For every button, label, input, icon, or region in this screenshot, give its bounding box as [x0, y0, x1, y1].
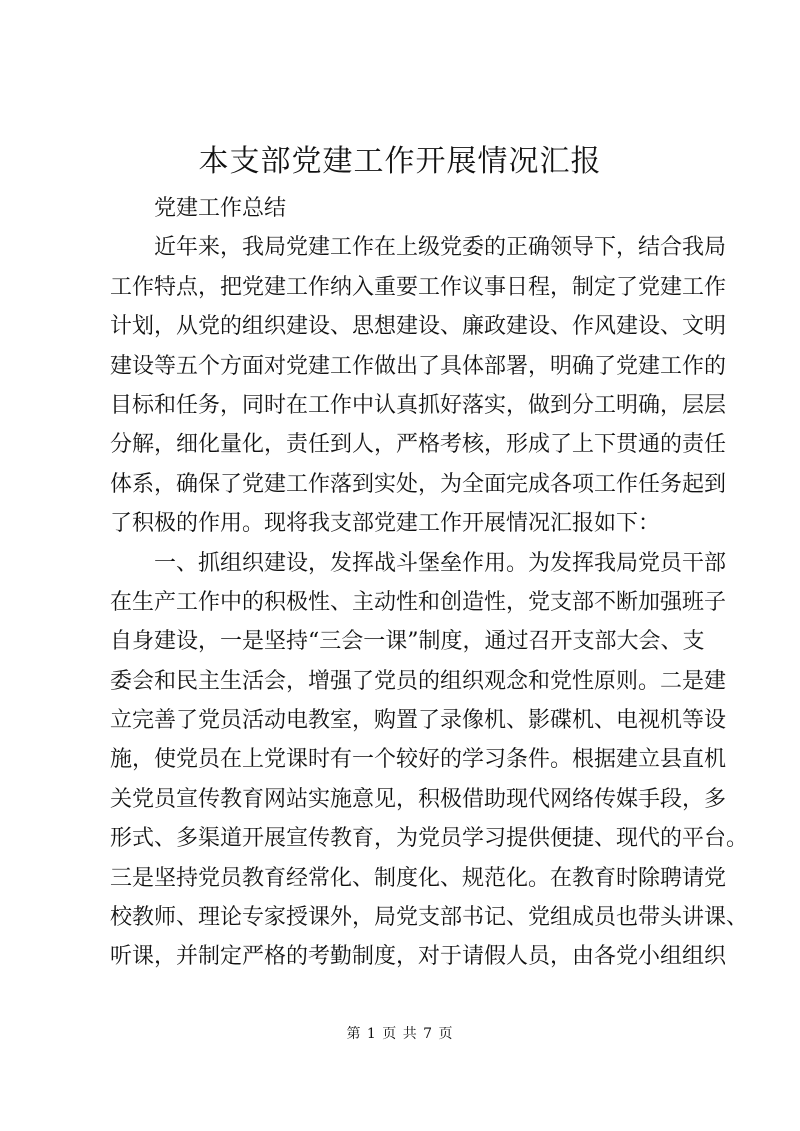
- body-line: 立完善了党员活动电教室，购置了录像机、影碟机、电视机等设: [110, 708, 727, 734]
- body-line: 施，使党员在上党课时有一个较好的学习条件。根据建立县直机: [110, 747, 727, 773]
- body-line: 目标和任务，同时在工作中认真抓好落实，做到分工明确，层层: [110, 392, 727, 418]
- body-line: 形式、多渠道开展宣传教育，为党员学习提供便捷、现代的平台。: [110, 826, 749, 852]
- body-line: 在生产工作中的积极性、主动性和创造性，党支部不断加强班子: [110, 589, 727, 615]
- document-body: [110, 189, 749, 977]
- body-line: 近年来，我局党建工作在上级党委的正确领导下，结合我局: [154, 235, 727, 261]
- body-line: 关党员宣传教育网站实施意见，积极借助现代网络传媒手段，多: [110, 786, 727, 812]
- page-footer: 第 1 页 共 7 页: [346, 1026, 454, 1042]
- body-line: 计划，从党的组织建设、思想建设、廉政建设、作风建设、文明: [110, 314, 727, 340]
- body-line: 听课，并制定严格的考勤制度，对于请假人员，由各党小组组织: [110, 944, 727, 970]
- body-line: 体系，确保了党建工作落到实处，为全面完成各项工作任务起到: [110, 471, 727, 497]
- body-line: 自身建设，一是坚持“三会一课”制度，通过召开支部大会、支: [110, 629, 705, 655]
- body-line: 一、抓组织建设，发挥战斗堡垒作用。为发挥我局党员干部: [154, 550, 727, 576]
- section-heading: 党建工作总结: [154, 196, 287, 221]
- body-line: 建设等五个方面对党建工作做出了具体部署，明确了党建工作的: [110, 353, 727, 379]
- body-line: 校教师、理论专家授课外，局党支部书记、党组成员也带头讲课、: [110, 905, 749, 931]
- document-title: 本支部党建工作开展情况汇报: [198, 144, 602, 179]
- body-line: 分解，细化量化，责任到人，严格考核，形成了上下贯通的责任: [110, 432, 727, 458]
- body-line: 了积极的作用。现将我支部党建工作开展情况汇报如下：: [110, 511, 661, 537]
- body-line: 三是坚持党员教育经常化、制度化、规范化。在教育时除聘请党: [110, 865, 727, 891]
- body-line: 委会和民主生活会，增强了党员的组织观念和党性原则。二是建: [110, 668, 727, 694]
- body-line: 工作特点，把党建工作纳入重要工作议事日程，制定了党建工作: [110, 274, 727, 300]
